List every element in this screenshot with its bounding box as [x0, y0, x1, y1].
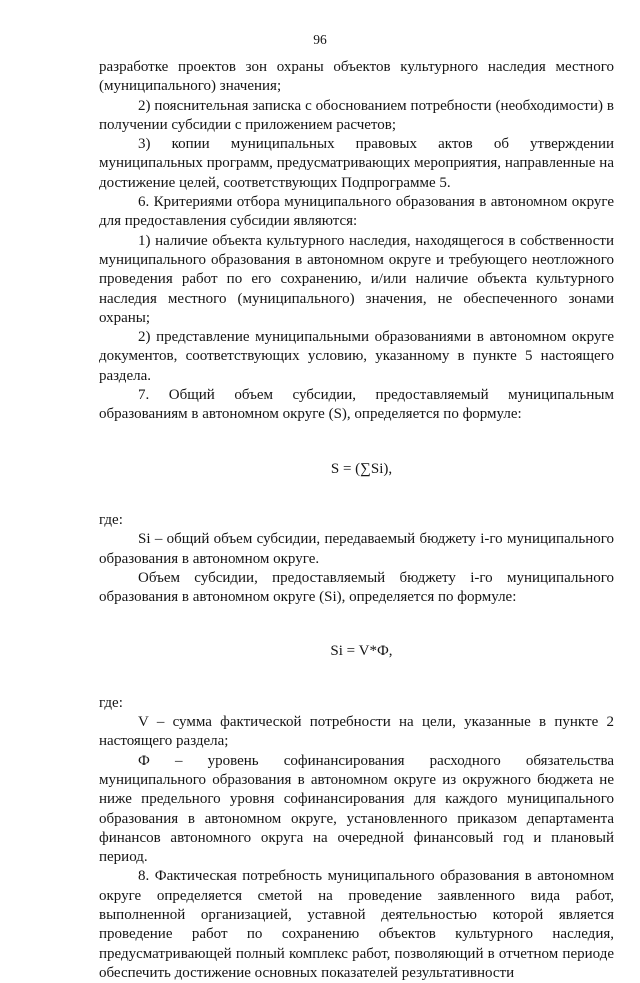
paragraph: Ф – уровень софинансирования расходного обязательства муниципального образования в автономном округе из окружного бюджета не ниже предельного уровня софинансирования для каждого муниципального образования в автономном округе, установленного приказом департамента финансов автономного округа на очередной финансовый год и плановый период.: [99, 752, 614, 866]
where-label: где:: [99, 511, 123, 528]
paragraph: 3) копии муниципальных правовых актов об утверждении муниципальных программ, предусматривающих мероприятия, направленные на достижение целей, соответствующих Подпрограмме 5.: [99, 136, 614, 191]
formula: Si = V*Ф,: [330, 643, 393, 660]
paragraph: Si – общий объем субсидии, передаваемый бюджету i-го муниципального образования в автономном округе.: [99, 531, 614, 567]
paragraph: разработке проектов зон охраны объектов культурного наследия местного (муниципального) значения;: [99, 59, 614, 95]
where-label: где:: [99, 694, 123, 711]
paragraph: 6. Критериями отбора муниципального образования в автономном округе для предоставления субсидии являются:: [99, 194, 614, 230]
formula: S = (∑Si),: [330, 460, 393, 477]
paragraph: 7. Общий объем субсидии, предоставляемый муниципальным образованиям в автономном округе (S), определяется по формуле:: [99, 387, 614, 423]
page-number: 96: [313, 32, 327, 47]
paragraph: 8. Фактическая потребность муниципального образования в автономном округе определяется сметой на проведение заявленного вида работ, выполненной организацией, уставной деятельностью которой является проведение работ по сохранению объектов культурного наследия, предусматривающей полный комплекс работ, позволяющий в отчетном периоде обеспечить достижение основных показателей результативности: [99, 868, 614, 981]
paragraph: 2) пояснительная записка с обоснованием потребности (необходимости) в получении субсидии с приложением расчетов;: [99, 97, 614, 133]
document-body: [99, 58, 614, 983]
paragraph: 1) наличие объекта культурного наследия, находящегося в собственности муниципального образования в автономном округе и требующего неотложного проведения работ по его сохранению, и/или наличие объекта культурного наследия местного (муниципального) значения, не обеспеченного зонами охраны;: [99, 232, 614, 326]
paragraph: Объем субсидии, предоставляемый бюджету i-го муниципального образования в автономном округе (Si), определяется по формуле:: [99, 569, 614, 606]
paragraph: V – сумма фактической потребности на цели, указанные в пункте 2 настоящего раздела;: [99, 714, 614, 750]
paragraph: 2) представление муниципальными образованиями в автономном округе документов, соответствующих условию, указанному в пункте 5 настоящего раздела.: [99, 329, 614, 384]
